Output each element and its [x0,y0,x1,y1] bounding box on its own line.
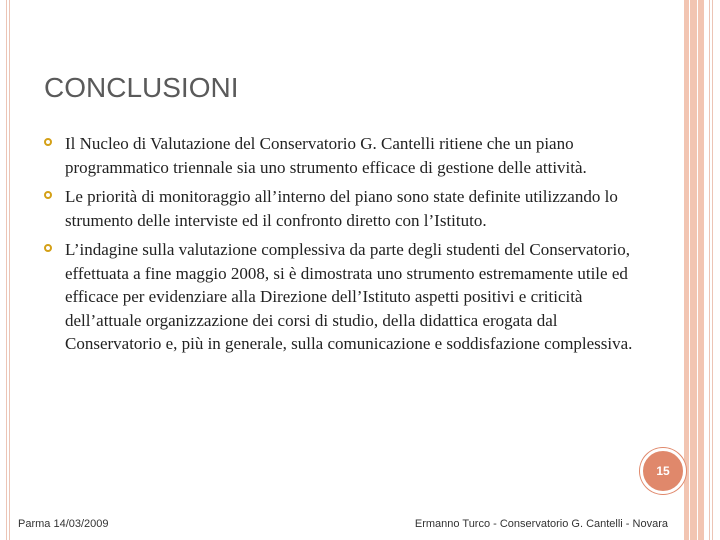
right-band-line [689,0,690,540]
bullet-item [44,132,644,179]
right-decorative-band [684,0,704,540]
circle-bullet-icon [44,138,52,146]
right-band-line [697,0,698,540]
bullet-text: Il Nucleo di Valutazione del Conservatorio G. Cantelli ritiene che un piano programmatico triennale sia uno strumento efficace di gestione delle attività. [65,134,587,177]
bullet-item [44,185,644,232]
slide-title: CONCLUSIONI [44,72,239,103]
page-number: 15 [656,464,670,478]
circle-bullet-icon [44,191,52,199]
left-border-line [9,0,10,540]
right-edge-line [712,0,713,540]
footer-author: Ermanno Turco - Conservatorio G. Cantelli - Novara [414,518,668,530]
bullet-text: Le priorità di monitoraggio all’interno del piano sono state definite utilizzando lo strumento delle interviste ed il confronto diretto con l’Istituto. [65,187,618,230]
footer-date: Parma 14/03/2009 [18,518,109,530]
right-edge-line [709,0,710,540]
page-number-badge [640,448,686,494]
bullet-text: L’indagine sulla valutazione complessiva da parte degli studenti del Conservatorio, effettuata a fine maggio 2008, si è dimostrata uno strumento estremamente utile ed efficace per evidenziare alla Direzione dell’Istituto aspetti positivi e criticità dell’attuale organizzazione dei corsi di studio, della didattica erogata dal Conservatorio e, più in generale, sulla comunicazione e soddisfazione complessiva. [65,240,633,353]
bullet-item [44,238,644,356]
circle-bullet-icon [44,244,52,252]
bullet-list [44,132,644,362]
left-border-line [6,0,7,540]
